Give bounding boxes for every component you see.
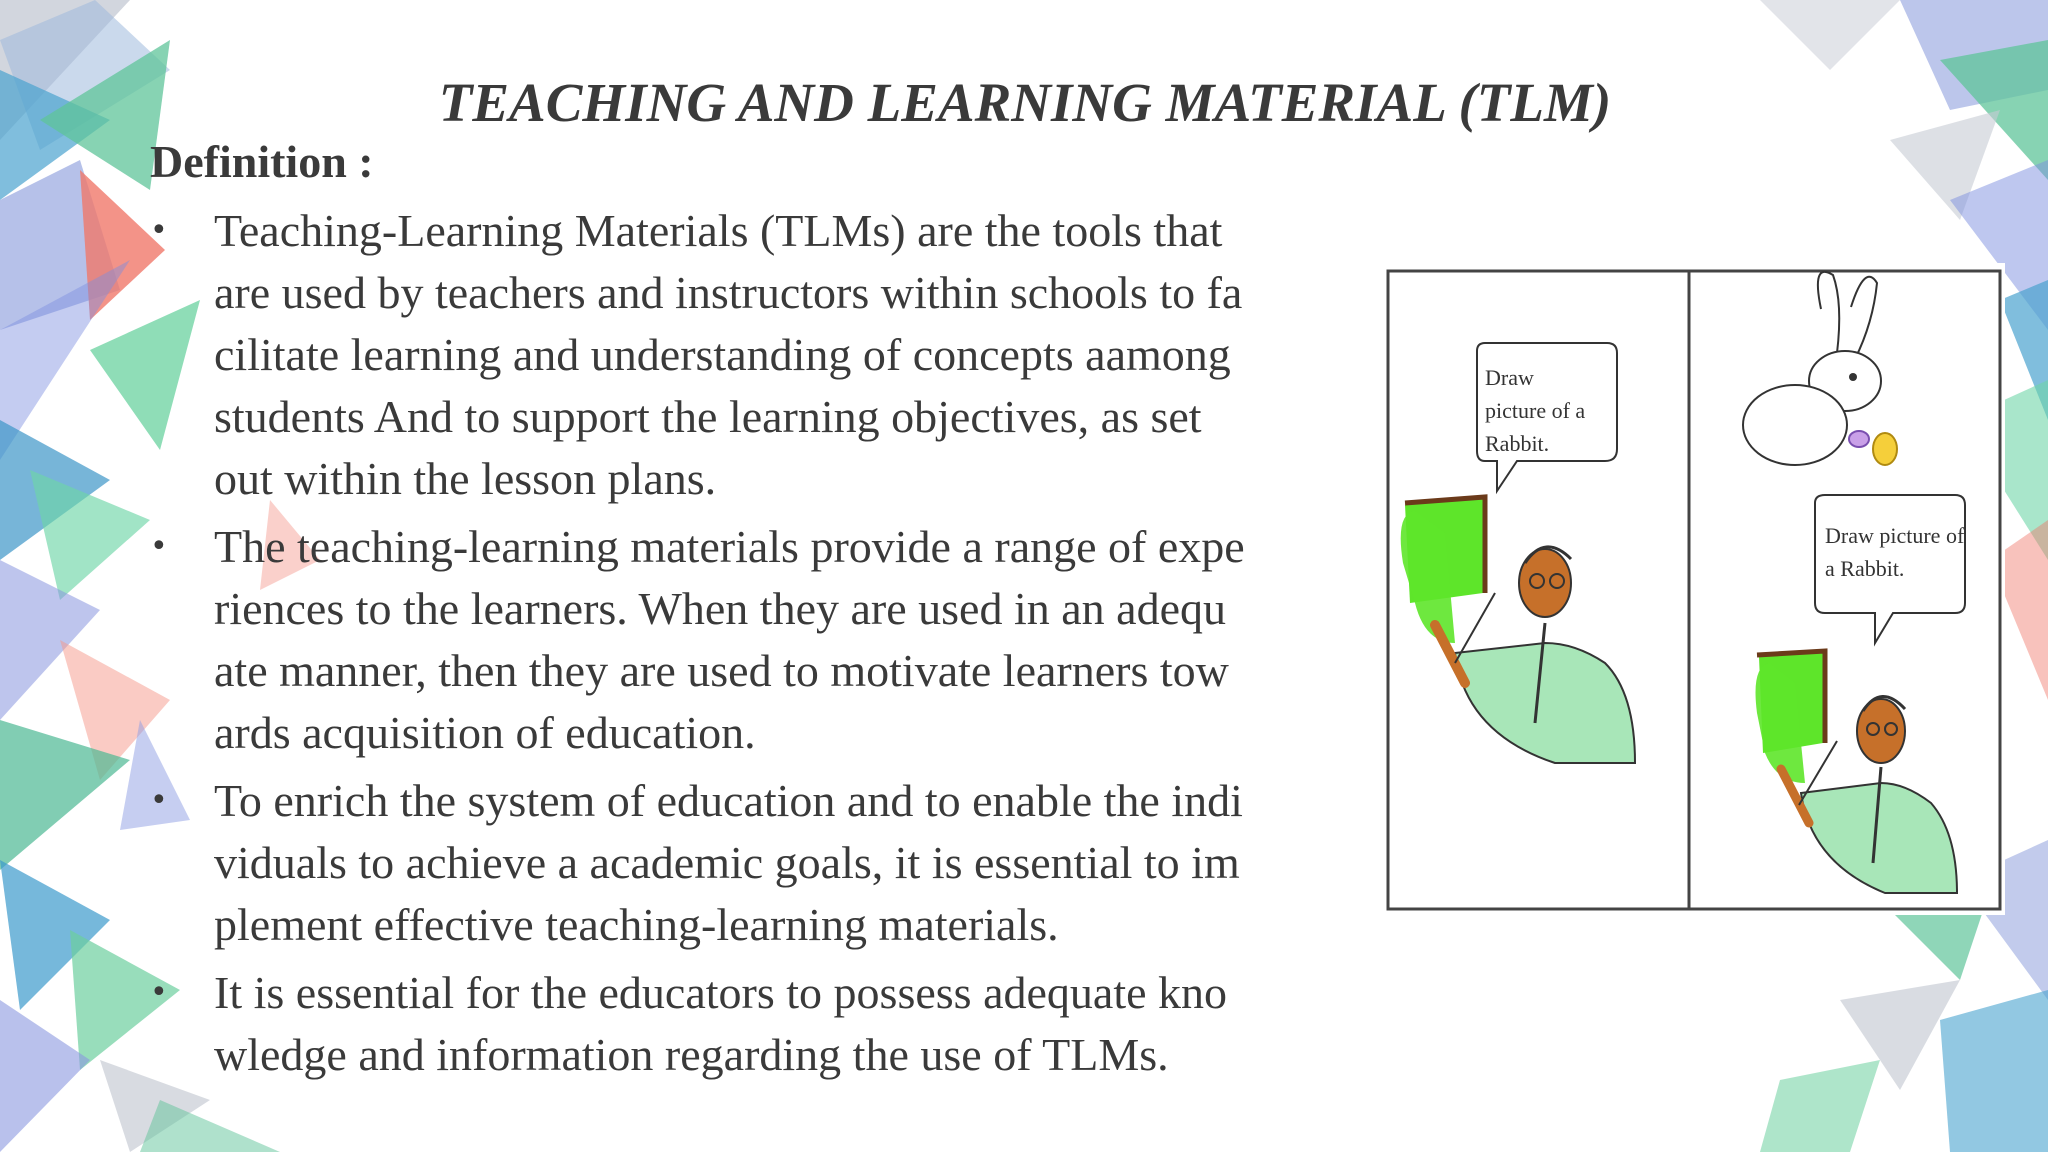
bullet-text-line: It is essential for the educators to possess adequate kno xyxy=(214,967,1228,1018)
bullet-text-line: plement effective teaching-learning materials. xyxy=(214,899,1059,950)
bubble-left-line: Rabbit. xyxy=(1485,431,1550,456)
bullet-list xyxy=(140,200,1380,1092)
bullet-text-line: wledge and information regarding the use of TLMs. xyxy=(214,1029,1169,1080)
bullet-item xyxy=(140,516,1380,764)
bullet-text-line: cilitate learning and understanding of concepts aamong xyxy=(214,329,1231,380)
bullet-icon: • xyxy=(150,783,168,818)
bullet-item xyxy=(140,200,1380,510)
bullet-text-line: ate manner, then they are used to motivate learners tow xyxy=(214,645,1229,696)
bullet-item xyxy=(140,770,1380,956)
bubble-right-line: a Rabbit. xyxy=(1825,556,1905,581)
bullet-text-line: out within the lesson plans. xyxy=(214,453,717,504)
bullet-text-line: riences to the learners. When they are used in an adequ xyxy=(214,583,1226,634)
bullet-text-line: The teaching-learning materials provide a range of expe xyxy=(214,521,1245,572)
bullet-text-line: To enrich the system of education and to enable the indi xyxy=(214,775,1243,826)
slide-title: TEACHING AND LEARNING MATERIAL (TLM) xyxy=(438,72,1612,133)
bubble-left-line: picture of a xyxy=(1485,398,1586,423)
bullet-icon: • xyxy=(150,975,168,1010)
tlm-illustration xyxy=(1385,263,2005,915)
bullet-item xyxy=(140,962,1380,1086)
bubble-left-line: Draw xyxy=(1485,365,1534,390)
bullet-icon: • xyxy=(150,529,168,564)
definition-heading: Definition : xyxy=(150,136,374,187)
bubble-right-line: Draw picture of xyxy=(1825,523,1965,548)
bullet-text-line: ards acquisition of education. xyxy=(214,707,756,758)
bullet-icon: • xyxy=(150,213,168,248)
bullet-text-line: students And to support the learning objectives, as set xyxy=(214,391,1202,442)
bullet-text-line: Teaching-Learning Materials (TLMs) are the tools that xyxy=(214,205,1223,256)
bullet-text-line: are used by teachers and instructors within schools to fa xyxy=(214,267,1243,318)
bullet-text-line: viduals to achieve a academic goals, it is essential to im xyxy=(214,837,1240,888)
